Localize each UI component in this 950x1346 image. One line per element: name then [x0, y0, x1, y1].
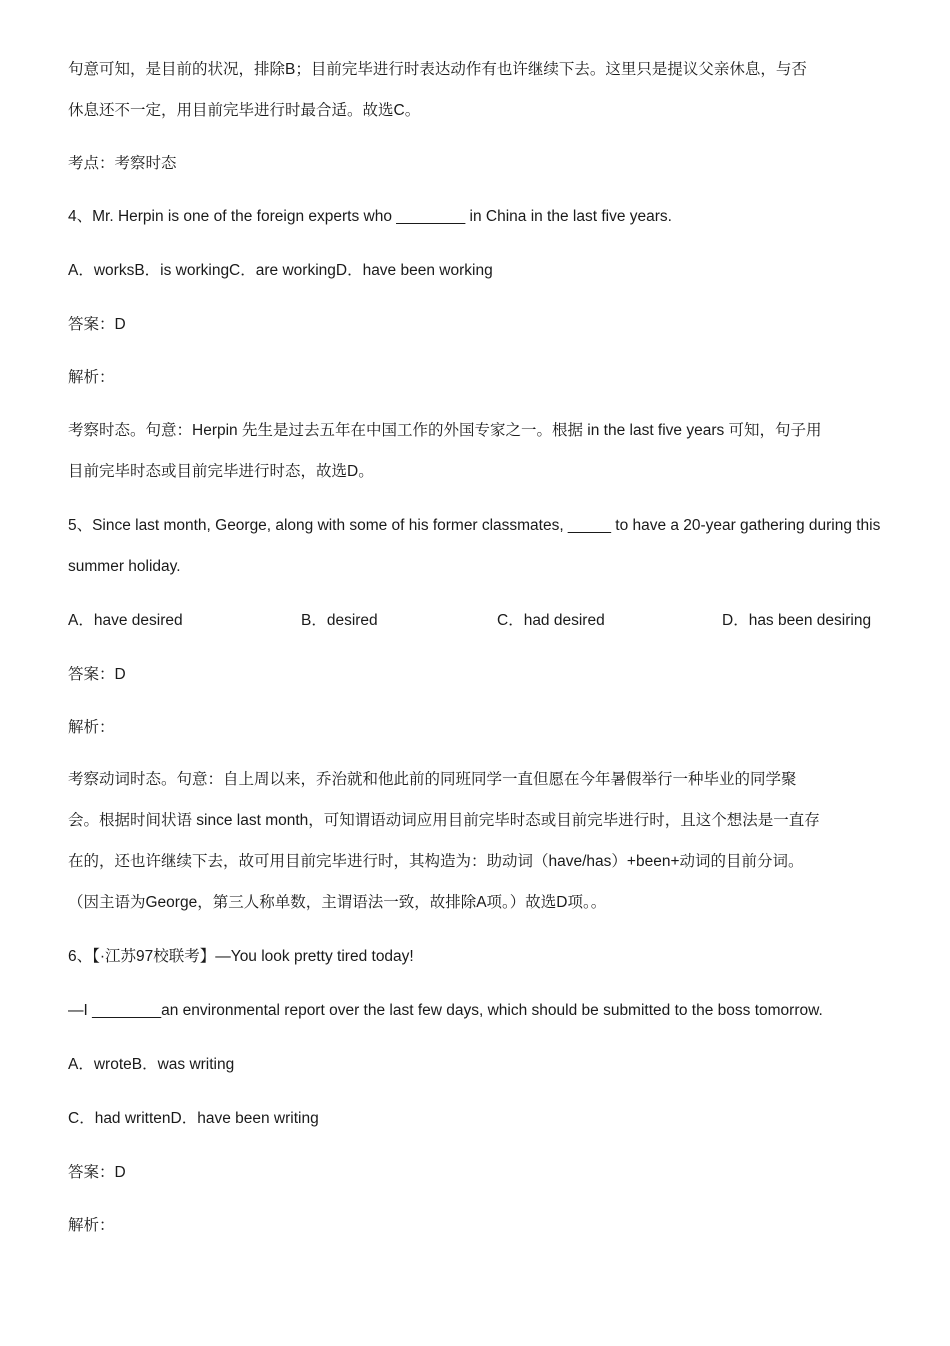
q3-explanation-line-2: 休息还不一定，用目前完毕进行时最合适。故选C。 — [68, 102, 421, 119]
q5-stem-line-1: 5、Since last month, George, along with some of his former classmates, _____ to have a 20-year gathering during this — [68, 517, 881, 534]
q6-stem: 6、【·江苏97校联考】—You look pretty tired today! — [68, 948, 414, 965]
q5-analysis-line-3: 在的，还也许继续下去，故可用目前完毕进行时，其构造为：助动词（have/has）+been+动词的目前分词。 — [68, 853, 804, 870]
q6-options-line-2: C．had writtenD．have been writing — [68, 1110, 319, 1127]
q3-explanation-line-1: 句意可知，是目前的状况，排除B；目前完毕进行时表达动作有也许继续下去。这里只是提议父亲休息，与否 — [68, 61, 807, 78]
q5-option-b: B．desired — [301, 612, 378, 629]
q4-analysis-label: 解析： — [68, 369, 115, 386]
q5-analysis-line-1: 考察动词时态。句意：自上周以来，乔治就和他此前的同班同学一直但愿在今年暑假举行一种毕业的同学聚 — [68, 771, 797, 788]
q6-options-line-1: A．wroteB．was writing — [68, 1056, 235, 1073]
q4-options: A．worksB．is workingC．are workingD．have been working — [68, 262, 493, 279]
q5-option-c: C．had desired — [497, 612, 605, 629]
q5-stem-line-2: summer holiday. — [68, 558, 181, 575]
q5-analysis-line-4: （因主语为George，第三人称单数，主谓语法一致，故排除A项。）故选D项。。 — [68, 894, 607, 911]
q4-stem: 4、Mr. Herpin is one of the foreign experts who ________ in China in the last five years. — [68, 208, 672, 225]
q5-option-a: A．have desired — [68, 612, 183, 629]
q6-answer: 答案：D — [68, 1164, 126, 1181]
q5-analysis-line-2: 会。根据时间状语 since last month，可知谓语动词应用目前完毕时态或目前完毕进行时，且这个想法是一直存 — [68, 812, 820, 829]
q4-analysis-line-2: 目前完毕时态或目前完毕进行时态，故选D。 — [68, 463, 374, 480]
q5-analysis-label: 解析： — [68, 719, 115, 736]
q6-analysis-label: 解析： — [68, 1217, 115, 1234]
q5-answer: 答案：D — [68, 666, 126, 683]
q3-exam-point: 考点：考察时态 — [68, 155, 177, 172]
q4-analysis-line-1: 考察时态。句意：Herpin 先生是过去五年在中国工作的外国专家之一。根据 in the last five years 可知，句子用 — [68, 422, 822, 439]
q6-reply: —I ________an environmental report over the last few days, which should be submitted to the boss tomorrow. — [68, 1002, 823, 1019]
q5-option-d: D．has been desiring — [722, 612, 872, 629]
q4-answer: 答案：D — [68, 316, 126, 333]
